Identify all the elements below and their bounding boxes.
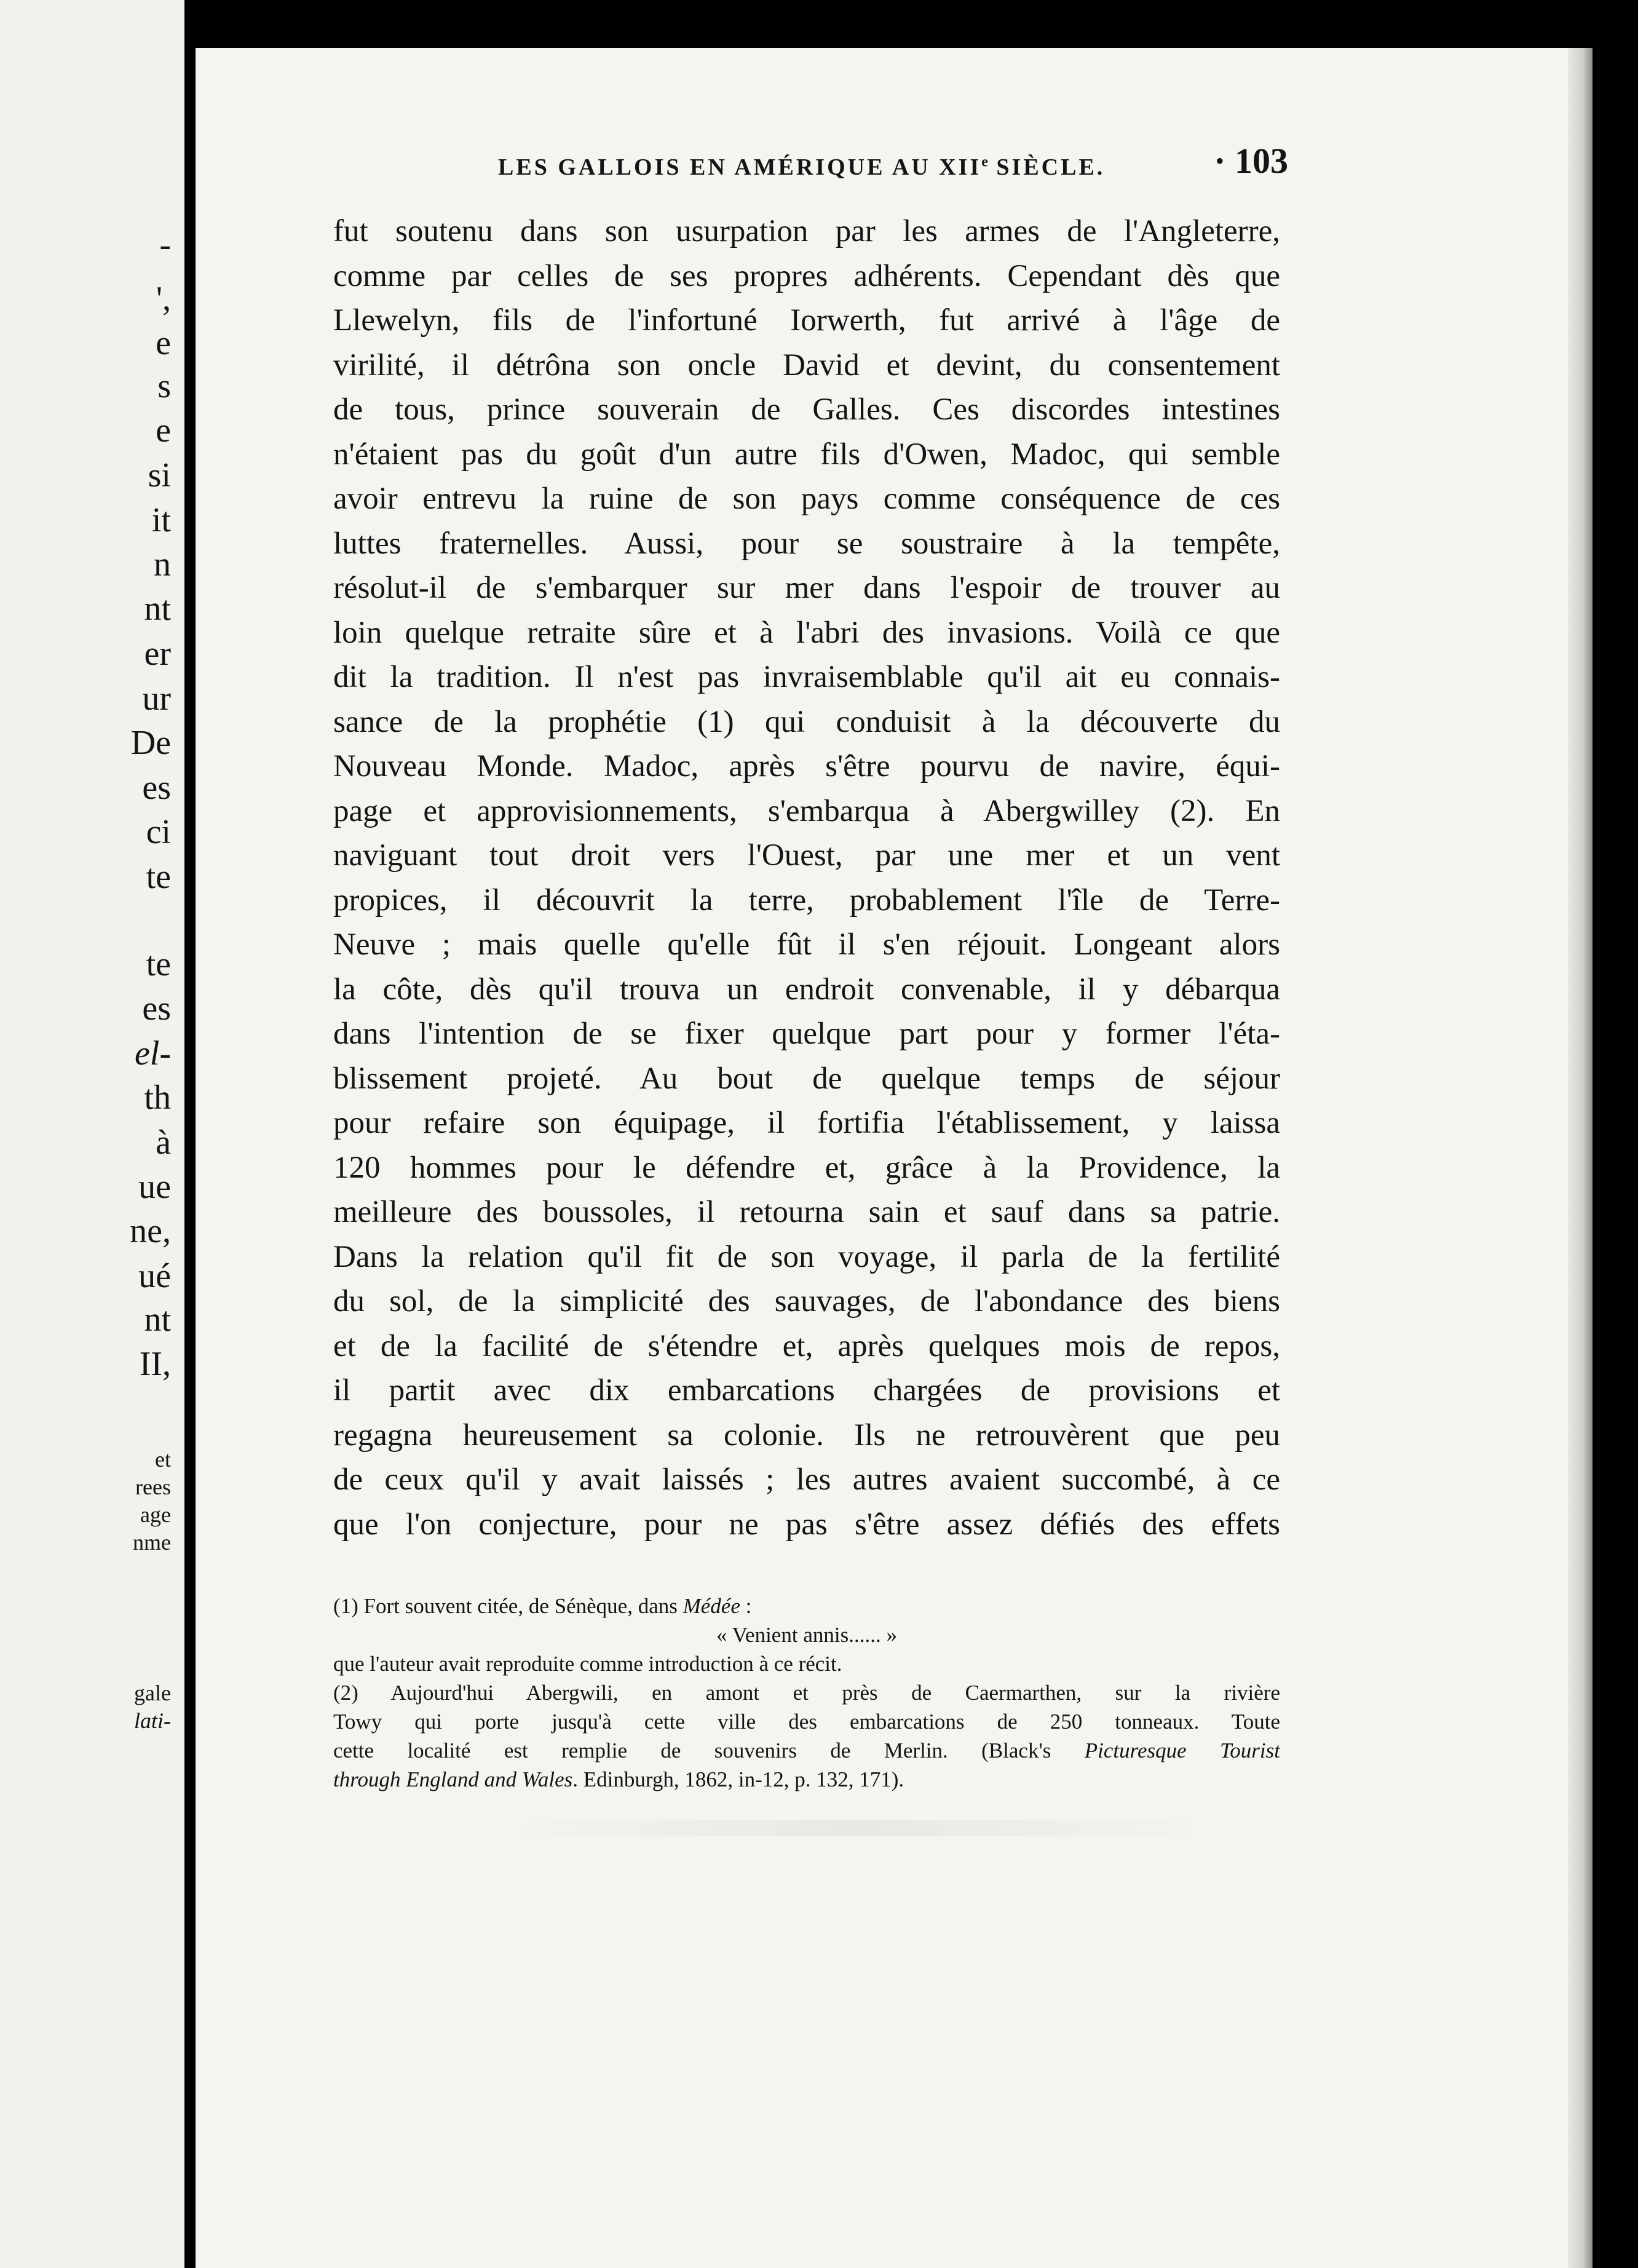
text-line: regagna heureusement sa colonie. Ils ne retrouvèrent que peu <box>333 1418 1280 1453</box>
footnote-2: (2) Aujourd'hui Abergwili, en amont et près de Caermarthen, sur la rivière <box>333 1681 1280 1705</box>
facing-page-text: lati- <box>134 1708 171 1733</box>
running-head <box>301 140 1288 196</box>
facing-page-text: te <box>146 945 171 983</box>
footnote-2-line: cette localité est remplie de souvenirs de Merlin. (Black's Picturesque Tourist <box>333 1739 1280 1762</box>
text-line: il partit avec dix embarcations chargées de provisions et <box>333 1373 1280 1408</box>
facing-page-text: el- <box>134 1034 171 1073</box>
text-line: propices, il découvrit la terre, probablement l'île de Terre- <box>333 882 1280 918</box>
facing-page-text: ur <box>142 680 171 718</box>
facing-page-text: De <box>130 724 171 762</box>
facing-page-text: es <box>142 989 171 1028</box>
facing-page-text: ne, <box>130 1212 171 1250</box>
facing-page-text: si <box>148 456 171 494</box>
facing-page-text: nt <box>144 1301 171 1339</box>
footnote-2-line: Towy qui porte jusqu'à cette ville des embarcations de 250 tonneaux. Toute <box>333 1710 1280 1734</box>
text-line: blissement projeté. Au bout de quelque temps de séjour <box>333 1061 1280 1096</box>
footnote-1: (1) Fort souvent citée, de Sénèque, dans Médée : <box>333 1594 752 1618</box>
facing-page-text: es <box>142 769 171 807</box>
facing-page-text: ', <box>156 280 171 318</box>
footnote-2-line: through England and Wales. Edinburgh, 1862, in-12, p. 132, 171). <box>333 1767 904 1791</box>
text-line: avoir entrevu la ruine de son pays comme conséquence de ces <box>333 482 1280 516</box>
page-edge <box>1568 48 1593 2268</box>
text-line: pour refaire son équipage, il fortifia l'établissement, y laissa <box>333 1106 1280 1140</box>
text-line: et de la facilité de s'étendre et, après quelques mois de repos, <box>333 1328 1280 1363</box>
text-line: loin quelque retraite sûre et à l'abri des invasions. Voilà ce que <box>333 615 1280 650</box>
text-line: que l'on conjecture, pour ne pas s'être assez défiés des effets <box>333 1507 1280 1542</box>
text-line: luttes fraternelles. Aussi, pour se soustraire à la tempête, <box>333 526 1280 561</box>
text-line: Nouveau Monde. Madoc, après s'être pourvu de navire, équi- <box>333 749 1280 783</box>
facing-page-text: à <box>156 1124 171 1162</box>
facing-page-text: ué <box>138 1257 171 1295</box>
text-line: fut soutenu dans son usurpation par les armes de l'Angleterre, <box>333 214 1280 248</box>
facing-page-text: er <box>144 635 171 673</box>
facing-page-text: n <box>154 545 171 584</box>
page-gutter <box>184 0 196 2268</box>
text-line: sance de la prophétie (1) qui conduisit à la découverte du <box>333 704 1280 739</box>
text-line: dit la tradition. Il n'est pas invraisemblable qu'il ait eu connais- <box>333 660 1280 694</box>
body-text <box>333 209 1280 1547</box>
bleed-through-mark <box>504 1820 1211 1836</box>
text-line: Neuve ; mais quelle qu'elle fût il s'en réjouit. Longeant alors <box>333 927 1280 962</box>
facing-page-text: th <box>144 1079 171 1117</box>
facing-page-text: ci <box>146 813 171 851</box>
text-line: la côte, dès qu'il trouva un endroit convenable, il y débarqua <box>333 972 1280 1007</box>
text-line: n'étaient pas du goût d'un autre fils d'Owen, Madoc, qui semble <box>333 437 1280 472</box>
facing-page-text: te <box>146 858 171 896</box>
text-line: de tous, prince souverain de Galles. Ces discordes intestines <box>333 392 1280 427</box>
text-line: Dans la relation qu'il fit de son voyage, il parla de la fertilité <box>333 1239 1280 1274</box>
facing-page-text: s <box>157 367 171 405</box>
facing-page-text: nt <box>144 590 171 628</box>
facing-page-text: gale <box>134 1681 171 1705</box>
facing-page-text: nme <box>133 1530 171 1555</box>
text-line: du sol, de la simplicité des sauvages, de l'abondance des biens <box>333 1284 1280 1318</box>
text-line: résolut-il de s'embarquer sur mer dans l'espoir de trouver au <box>333 571 1280 605</box>
facing-page-text: et <box>155 1447 171 1472</box>
footnote-1-continuation: que l'auteur avait reproduite comme introduction à ce récit. <box>333 1652 842 1676</box>
text-line: Llewelyn, fils de l'infortuné Iorwerth, fut arrivé à l'âge de <box>333 303 1280 338</box>
text-line: virilité, il détrôna son oncle David et devint, du consentement <box>333 347 1280 383</box>
text-line: meilleure des boussoles, il retourna sain et sauf dans sa patrie. <box>333 1195 1280 1229</box>
footnotes <box>333 1592 1280 1794</box>
facing-page-text: e <box>156 411 171 450</box>
facing-page-text: ue <box>138 1168 171 1206</box>
text-line: dans l'intention de se fixer quelque part pour y former l'éta- <box>333 1017 1280 1051</box>
facing-page-text: - <box>159 226 171 264</box>
footnote-1-quote: « Venient annis...... » <box>716 1623 897 1647</box>
facing-page-text: age <box>140 1502 171 1527</box>
text-line: de ceux qu'il y avait laissés ; les autres avaient succombé, à ce <box>333 1462 1280 1497</box>
text-line: naviguant tout droit vers l'Ouest, par une mer et un vent <box>333 838 1280 873</box>
facing-page-text: II, <box>139 1345 171 1383</box>
facing-page-fragment <box>0 0 184 2268</box>
page-number: · 103 <box>1214 141 1288 181</box>
text-line: comme par celles de ses propres adhérents. Cependant dès que <box>333 258 1280 293</box>
facing-page-text: rees <box>135 1475 171 1499</box>
running-head-title: LES GALLOIS EN AMÉRIQUE AU XIIe SIÈCLE. <box>498 154 1106 180</box>
facing-page-text: e <box>156 324 171 362</box>
text-line: 120 hommes pour le défendre et, grâce à la Providence, la <box>333 1150 1280 1185</box>
facing-page-text: it <box>151 501 171 539</box>
text-line: page et approvisionnements, s'embarqua à Abergwilley (2). En <box>333 793 1280 828</box>
